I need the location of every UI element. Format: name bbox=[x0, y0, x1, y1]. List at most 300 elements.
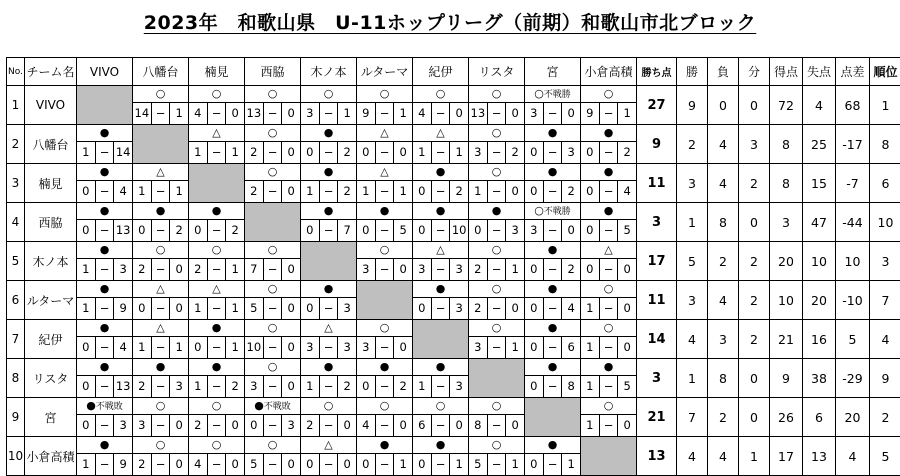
score-dash: − bbox=[319, 103, 338, 124]
goals-against-cell: 10 bbox=[803, 242, 836, 281]
score-for: 1 bbox=[362, 184, 370, 198]
self-match-cell bbox=[581, 437, 637, 476]
result-mark: △ bbox=[301, 437, 356, 454]
result-mark: ●不戦敗 bbox=[77, 398, 132, 415]
score-for: 2 bbox=[306, 418, 314, 432]
table-row bbox=[7, 242, 900, 281]
match-cell bbox=[581, 164, 637, 203]
score-against: 0 bbox=[393, 337, 412, 358]
match-cell bbox=[301, 437, 357, 476]
score-for: 5 bbox=[250, 457, 258, 471]
score-dash: − bbox=[487, 337, 506, 358]
match-cell bbox=[581, 203, 637, 242]
match-score bbox=[77, 259, 132, 280]
score-for: 1 bbox=[586, 340, 594, 354]
score-against: 2 bbox=[337, 181, 356, 202]
result-mark: ○不戦勝 bbox=[525, 203, 580, 220]
match-score bbox=[301, 220, 356, 241]
match-score bbox=[245, 337, 300, 358]
score-dash: − bbox=[151, 103, 170, 124]
row-number: 6 bbox=[7, 281, 25, 320]
score-against: 0 bbox=[281, 337, 300, 358]
score-for: 1 bbox=[194, 379, 202, 393]
score-dash: − bbox=[431, 142, 450, 163]
match-cell bbox=[77, 359, 133, 398]
result-mark: ● bbox=[189, 203, 244, 220]
score-against: 0 bbox=[281, 142, 300, 163]
wins-cell: 1 bbox=[677, 359, 708, 398]
draws-cell: 3 bbox=[739, 125, 770, 164]
score-dash: − bbox=[431, 181, 450, 202]
score-against: 2 bbox=[393, 376, 412, 397]
rank-cell: 10 bbox=[870, 203, 900, 242]
draws-cell: 0 bbox=[739, 203, 770, 242]
score-for: 3 bbox=[362, 262, 370, 276]
score-against: 2 bbox=[169, 220, 188, 241]
score-for: 0 bbox=[586, 262, 594, 276]
losses-cell: 4 bbox=[708, 281, 739, 320]
score-for: 1 bbox=[306, 184, 314, 198]
goals-against-cell: 20 bbox=[803, 281, 836, 320]
match-cell bbox=[245, 359, 301, 398]
match-score bbox=[357, 142, 412, 163]
score-for: 3 bbox=[530, 223, 538, 237]
result-mark: ○ bbox=[469, 398, 524, 415]
team-name: 八幡台 bbox=[25, 125, 77, 164]
table-row bbox=[7, 164, 900, 203]
score-against: 1 bbox=[561, 454, 580, 475]
score-dash: − bbox=[151, 415, 170, 436]
score-against: 0 bbox=[169, 298, 188, 319]
result-mark: ● bbox=[189, 359, 244, 376]
score-for: 1 bbox=[194, 301, 202, 315]
match-score bbox=[133, 181, 188, 202]
match-cell bbox=[133, 203, 189, 242]
score-dash: − bbox=[599, 220, 618, 241]
match-score bbox=[301, 337, 356, 358]
score-for: 0 bbox=[82, 340, 90, 354]
row-number: 5 bbox=[7, 242, 25, 281]
score-for: 1 bbox=[138, 340, 146, 354]
score-dash: − bbox=[207, 103, 226, 124]
score-dash: − bbox=[263, 454, 282, 475]
match-cell bbox=[525, 242, 581, 281]
match-score bbox=[245, 142, 300, 163]
match-cell bbox=[133, 86, 189, 125]
score-dash: − bbox=[151, 454, 170, 475]
row-number: 4 bbox=[7, 203, 25, 242]
header-rank: 順位 bbox=[870, 58, 900, 86]
score-dash: − bbox=[487, 142, 506, 163]
match-cell bbox=[77, 398, 133, 437]
score-against: 3 bbox=[337, 337, 356, 358]
match-score bbox=[189, 415, 244, 436]
result-mark: ● bbox=[77, 242, 132, 259]
score-dash: − bbox=[95, 259, 114, 280]
score-for: 4 bbox=[418, 106, 426, 120]
result-mark: ● bbox=[77, 320, 132, 337]
score-for: 3 bbox=[474, 145, 482, 159]
score-against: 2 bbox=[561, 259, 580, 280]
result-mark: ○ bbox=[133, 86, 188, 103]
self-match-cell bbox=[133, 125, 189, 164]
points-cell: 11 bbox=[637, 281, 677, 320]
match-cell bbox=[245, 398, 301, 437]
match-score bbox=[581, 298, 636, 319]
match-score bbox=[469, 337, 524, 358]
rank-cell: 1 bbox=[870, 86, 900, 125]
header-row bbox=[7, 58, 900, 86]
result-mark: ○ bbox=[469, 242, 524, 259]
match-score bbox=[581, 181, 636, 202]
match-cell bbox=[189, 359, 245, 398]
self-match-cell bbox=[525, 398, 581, 437]
score-for: 0 bbox=[306, 145, 314, 159]
score-against: 0 bbox=[225, 454, 244, 475]
score-against: 3 bbox=[449, 259, 468, 280]
wins-cell: 4 bbox=[677, 437, 708, 476]
match-score bbox=[469, 415, 524, 436]
match-cell bbox=[357, 242, 413, 281]
score-for: 0 bbox=[82, 184, 90, 198]
score-dash: − bbox=[543, 454, 562, 475]
score-dash: − bbox=[599, 181, 618, 202]
losses-cell: 0 bbox=[708, 86, 739, 125]
match-cell bbox=[581, 86, 637, 125]
score-for: 1 bbox=[138, 184, 146, 198]
goal-diff-cell: 4 bbox=[836, 437, 870, 476]
score-dash: − bbox=[487, 298, 506, 319]
score-dash: − bbox=[431, 376, 450, 397]
score-dash: − bbox=[95, 142, 114, 163]
score-for: 4 bbox=[194, 106, 202, 120]
points-cell: 27 bbox=[637, 86, 677, 125]
score-for: 0 bbox=[586, 145, 594, 159]
score-dash: − bbox=[95, 337, 114, 358]
score-dash: − bbox=[95, 454, 114, 475]
match-score bbox=[245, 415, 300, 436]
score-for: 0 bbox=[194, 340, 202, 354]
rank-cell: 2 bbox=[870, 398, 900, 437]
match-cell bbox=[245, 437, 301, 476]
score-against: 0 bbox=[281, 298, 300, 319]
score-for: 1 bbox=[418, 145, 426, 159]
match-score bbox=[301, 415, 356, 436]
match-score bbox=[189, 454, 244, 475]
table-row bbox=[7, 125, 900, 164]
match-cell bbox=[581, 281, 637, 320]
match-score bbox=[413, 181, 468, 202]
self-match-cell bbox=[469, 359, 525, 398]
score-against: 0 bbox=[505, 181, 524, 202]
score-for: 14 bbox=[134, 106, 150, 120]
match-score bbox=[133, 298, 188, 319]
score-dash: − bbox=[375, 142, 394, 163]
score-dash: − bbox=[543, 142, 562, 163]
result-mark: ● bbox=[357, 359, 412, 376]
score-for: 0 bbox=[82, 379, 90, 393]
score-for: 0 bbox=[194, 223, 202, 237]
match-cell bbox=[77, 437, 133, 476]
score-against: 0 bbox=[337, 415, 356, 436]
score-for: 2 bbox=[250, 145, 258, 159]
score-against: 1 bbox=[505, 337, 524, 358]
result-mark: ● bbox=[413, 437, 468, 454]
wins-cell: 5 bbox=[677, 242, 708, 281]
match-cell bbox=[525, 86, 581, 125]
score-for: 0 bbox=[418, 457, 426, 471]
score-against: 0 bbox=[505, 103, 524, 124]
result-mark: △ bbox=[357, 164, 412, 181]
rank-cell: 7 bbox=[870, 281, 900, 320]
result-mark: ● bbox=[581, 359, 636, 376]
match-cell bbox=[357, 203, 413, 242]
result-mark: ○ bbox=[581, 281, 636, 298]
score-for: 0 bbox=[138, 223, 146, 237]
result-mark: ○ bbox=[581, 398, 636, 415]
match-score bbox=[413, 142, 468, 163]
result-mark: ○ bbox=[245, 359, 300, 376]
match-score bbox=[189, 376, 244, 397]
score-for: 1 bbox=[82, 301, 90, 315]
match-cell bbox=[301, 203, 357, 242]
goals-against-cell: 13 bbox=[803, 437, 836, 476]
match-cell bbox=[77, 320, 133, 359]
result-mark: ● bbox=[189, 320, 244, 337]
result-mark: ● bbox=[525, 437, 580, 454]
score-against: 0 bbox=[169, 415, 188, 436]
score-for: 3 bbox=[474, 340, 482, 354]
score-dash: − bbox=[95, 376, 114, 397]
score-for: 7 bbox=[250, 262, 258, 276]
team-name: 西脇 bbox=[25, 203, 77, 242]
match-cell bbox=[413, 359, 469, 398]
result-mark: ○ bbox=[357, 242, 412, 259]
match-cell bbox=[469, 320, 525, 359]
result-mark: ○ bbox=[133, 398, 188, 415]
score-against: 0 bbox=[505, 298, 524, 319]
goals-against-cell: 15 bbox=[803, 164, 836, 203]
match-score bbox=[581, 376, 636, 397]
result-mark: ● bbox=[77, 281, 132, 298]
score-against: 2 bbox=[505, 142, 524, 163]
match-score bbox=[245, 454, 300, 475]
score-against: 1 bbox=[225, 142, 244, 163]
header-team-4: 西脇 bbox=[245, 58, 301, 86]
result-mark: △ bbox=[133, 164, 188, 181]
result-mark: ● bbox=[413, 281, 468, 298]
score-for: 2 bbox=[474, 262, 482, 276]
header-points: 勝ち点 bbox=[637, 58, 677, 86]
match-cell bbox=[357, 320, 413, 359]
result-mark: ● bbox=[413, 359, 468, 376]
match-score bbox=[413, 220, 468, 241]
match-cell bbox=[301, 398, 357, 437]
score-against: 2 bbox=[617, 142, 636, 163]
points-cell: 11 bbox=[637, 164, 677, 203]
header-team-3: 楠見 bbox=[189, 58, 245, 86]
score-for: 0 bbox=[530, 340, 538, 354]
score-against: 0 bbox=[617, 298, 636, 319]
header-team-2: 八幡台 bbox=[133, 58, 189, 86]
match-cell bbox=[77, 164, 133, 203]
score-against: 3 bbox=[449, 376, 468, 397]
row-number: 8 bbox=[7, 359, 25, 398]
points-cell: 14 bbox=[637, 320, 677, 359]
match-cell bbox=[413, 398, 469, 437]
team-name: リスタ bbox=[25, 359, 77, 398]
match-cell bbox=[245, 164, 301, 203]
match-cell bbox=[357, 86, 413, 125]
match-cell bbox=[525, 203, 581, 242]
match-cell bbox=[77, 242, 133, 281]
match-cell bbox=[301, 125, 357, 164]
score-for: 0 bbox=[306, 223, 314, 237]
score-dash: − bbox=[263, 376, 282, 397]
match-cell bbox=[245, 281, 301, 320]
match-cell bbox=[469, 398, 525, 437]
score-for: 0 bbox=[530, 379, 538, 393]
match-cell bbox=[189, 398, 245, 437]
header-draws: 分 bbox=[739, 58, 770, 86]
score-dash: − bbox=[263, 259, 282, 280]
result-mark: ○ bbox=[245, 320, 300, 337]
header-goals-for: 得点 bbox=[770, 58, 803, 86]
score-for: 1 bbox=[586, 301, 594, 315]
score-against: 4 bbox=[617, 181, 636, 202]
match-cell bbox=[301, 359, 357, 398]
score-for: 2 bbox=[138, 262, 146, 276]
self-match-cell bbox=[413, 320, 469, 359]
table-row bbox=[7, 359, 900, 398]
score-against: 7 bbox=[337, 220, 356, 241]
row-number: 2 bbox=[7, 125, 25, 164]
score-dash: − bbox=[319, 142, 338, 163]
result-mark: ● bbox=[133, 359, 188, 376]
result-mark: ● bbox=[581, 164, 636, 181]
match-cell bbox=[469, 203, 525, 242]
score-for: 9 bbox=[586, 106, 594, 120]
self-match-cell bbox=[189, 164, 245, 203]
match-score bbox=[133, 454, 188, 475]
match-cell bbox=[357, 437, 413, 476]
match-score bbox=[469, 220, 524, 241]
score-against: 2 bbox=[561, 181, 580, 202]
result-mark: ○ bbox=[301, 398, 356, 415]
score-against: 5 bbox=[617, 220, 636, 241]
score-dash: − bbox=[431, 415, 450, 436]
league-table bbox=[6, 57, 900, 476]
goals-against-cell: 47 bbox=[803, 203, 836, 242]
result-mark: ○ bbox=[469, 86, 524, 103]
result-mark: △ bbox=[581, 242, 636, 259]
score-for: 2 bbox=[250, 184, 258, 198]
goals-for-cell: 8 bbox=[770, 164, 803, 203]
score-for: 0 bbox=[306, 301, 314, 315]
result-mark: △ bbox=[133, 281, 188, 298]
score-for: 0 bbox=[586, 184, 594, 198]
result-mark: ● bbox=[525, 164, 580, 181]
score-dash: − bbox=[319, 337, 338, 358]
result-mark: ● bbox=[301, 203, 356, 220]
match-cell bbox=[413, 125, 469, 164]
result-note: 不戦勝 bbox=[543, 207, 571, 217]
draws-cell: 1 bbox=[739, 437, 770, 476]
match-score bbox=[357, 454, 412, 475]
goals-against-cell: 4 bbox=[803, 86, 836, 125]
row-number: 1 bbox=[7, 86, 25, 125]
result-mark: ●不戦敗 bbox=[245, 398, 300, 415]
table-row bbox=[7, 281, 900, 320]
match-score bbox=[581, 259, 636, 280]
match-cell bbox=[77, 203, 133, 242]
header-team-6: ルターマ bbox=[357, 58, 413, 86]
score-against: 0 bbox=[169, 454, 188, 475]
score-against: 1 bbox=[169, 337, 188, 358]
score-dash: − bbox=[95, 415, 114, 436]
match-score bbox=[413, 259, 468, 280]
score-dash: − bbox=[599, 298, 618, 319]
result-mark: △ bbox=[189, 125, 244, 142]
result-mark: △ bbox=[413, 125, 468, 142]
page-title: 2023年 和歌山県 U-11ホップリーグ（前期）和歌山市北ブロック bbox=[143, 12, 757, 34]
match-cell bbox=[413, 164, 469, 203]
score-dash: − bbox=[319, 298, 338, 319]
match-score bbox=[413, 298, 468, 319]
score-dash: − bbox=[375, 220, 394, 241]
score-for: 10 bbox=[246, 340, 262, 354]
score-for: 1 bbox=[82, 457, 90, 471]
score-for: 0 bbox=[474, 223, 482, 237]
score-against: 0 bbox=[225, 415, 244, 436]
match-score bbox=[245, 103, 300, 124]
score-for: 5 bbox=[474, 457, 482, 471]
score-against: 2 bbox=[337, 376, 356, 397]
score-for: 0 bbox=[362, 457, 370, 471]
score-for: 3 bbox=[138, 418, 146, 432]
score-dash: − bbox=[151, 220, 170, 241]
score-against: 2 bbox=[225, 220, 244, 241]
header-goals-against: 失点 bbox=[803, 58, 836, 86]
result-mark: ● bbox=[301, 281, 356, 298]
score-for: 2 bbox=[138, 457, 146, 471]
header-team-8: リスタ bbox=[469, 58, 525, 86]
score-for: 0 bbox=[306, 457, 314, 471]
score-for: 3 bbox=[306, 106, 314, 120]
score-dash: − bbox=[263, 415, 282, 436]
score-dash: − bbox=[431, 454, 450, 475]
score-dash: − bbox=[207, 298, 226, 319]
goals-for-cell: 21 bbox=[770, 320, 803, 359]
match-cell bbox=[301, 320, 357, 359]
score-dash: − bbox=[599, 259, 618, 280]
score-dash: − bbox=[263, 181, 282, 202]
score-dash: − bbox=[207, 142, 226, 163]
result-mark: ● bbox=[77, 203, 132, 220]
result-mark: ● bbox=[357, 437, 412, 454]
match-cell bbox=[301, 164, 357, 203]
match-cell bbox=[357, 398, 413, 437]
score-dash: − bbox=[431, 259, 450, 280]
draws-cell: 2 bbox=[739, 320, 770, 359]
header-team-9: 宮 bbox=[525, 58, 581, 86]
rank-cell: 3 bbox=[870, 242, 900, 281]
result-mark: ● bbox=[133, 203, 188, 220]
score-against: 9 bbox=[113, 298, 132, 319]
score-dash: − bbox=[375, 337, 394, 358]
wins-cell: 7 bbox=[677, 398, 708, 437]
match-score bbox=[245, 376, 300, 397]
